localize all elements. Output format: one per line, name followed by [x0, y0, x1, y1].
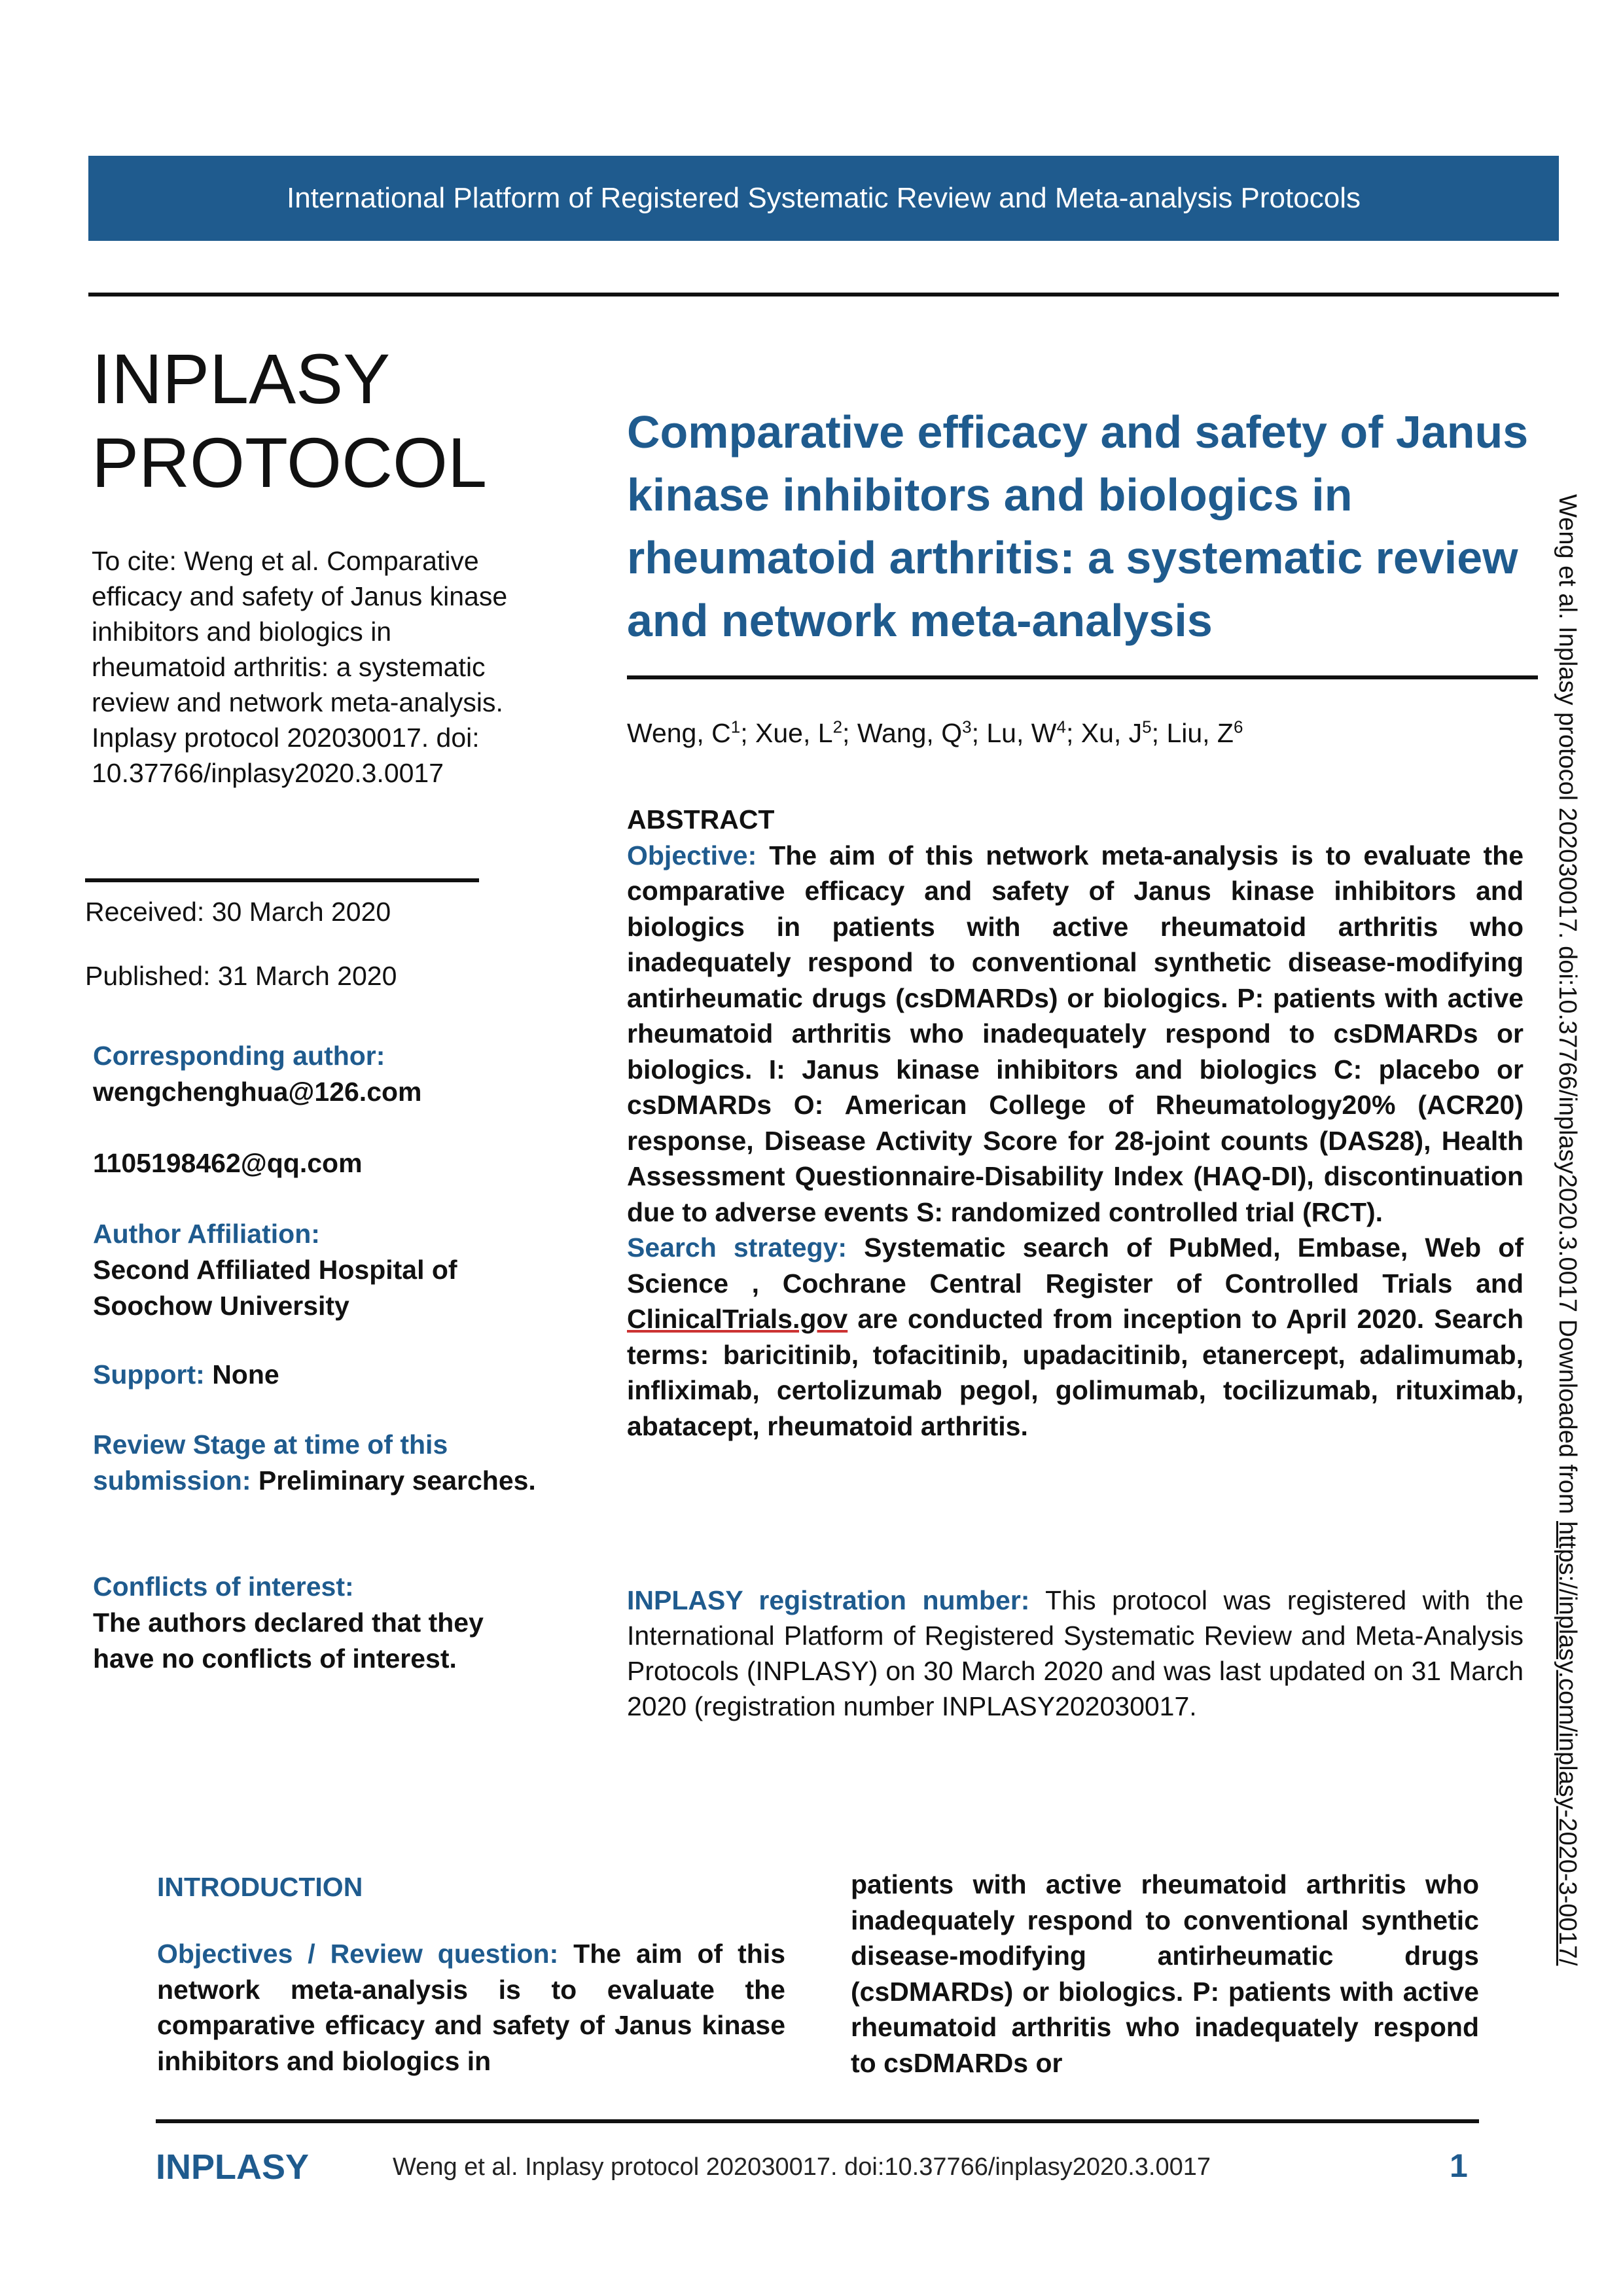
search-strategy-text-1: Systematic search of PubMed, Embase, Web of Science , Cochrane Central Register of Controlled Trials and — [627, 1232, 1524, 1299]
author-name: Weng, C — [627, 718, 731, 748]
protocol-heading-line1: INPLASY — [92, 339, 391, 418]
title-divider — [627, 675, 1538, 679]
objective-label: Objective: — [627, 840, 757, 870]
corresponding-email-2[interactable]: 1105198462@qq.com — [93, 1148, 363, 1178]
published-date: Published: 31 March 2020 — [85, 961, 397, 991]
platform-banner — [88, 156, 1559, 241]
conflicts-block — [93, 1569, 551, 1677]
author-affiliation-mark: 2 — [832, 717, 843, 737]
author-affiliation-mark: 3 — [962, 717, 972, 737]
support-label: Support: — [93, 1359, 205, 1390]
author-affiliation-mark: 5 — [1142, 717, 1152, 737]
author-name: Wang, Q — [857, 718, 963, 748]
registration-label: INPLASY registration number: — [627, 1585, 1030, 1615]
author-name: Liu, Z — [1166, 718, 1234, 748]
author-list: Weng, $C^1$; Xue, $L^2$; Wang, $Q^3$; Lu, $W^4$; Xu, $J^5$; Liu, $Z^6$ — [627, 717, 1243, 748]
author-name: Lu, W — [986, 718, 1057, 748]
citation-text: To cite: Weng et al. Comparative efficacy and safety of Janus kinase inhibitors and biologics in rheumatoid arthritis: a systematic review and network meta-analysis. Inplasy protocol 202030017. doi: 10.37766/inplasy2020.3.0017 — [92, 546, 508, 788]
introduction-heading: INTRODUCTION — [157, 1872, 363, 1902]
registration-text: This protocol was registered with the International Platform of Registered Systematic Review and Meta-Analysis Protocols (INPLASY) on 30 March 2020 and was last updated on 31 March 2020 (registration number INPLASY202030017. — [627, 1585, 1524, 1721]
objective-text: The aim of this network meta-analysis is to evaluate the comparative efficacy and safety of Janus kinase inhibitors and biologics in patients with active rheumatoid arthritis who inadequately respond to conventional synthetic disease-modifying antirheumatic drugs (csDMARDs) or biologics. P: patients with active rheumatoid arthritis who inadequately respond to csDMARDs or biologics. I: Janus kinase inhibitors and biologics C: placebo or csDMARDs O: American College of Rheumatology20% (ACR20) response, Disease Activity Score for 28-joint counts (DAS28), Health Assessment Questionnaire-Disability Index (HAQ-DI), discontinuation due to adverse events S: randomized controlled trial (RCT). — [627, 840, 1524, 1227]
affiliation-text: Second Affiliated Hospital of Soochow University — [93, 1255, 457, 1321]
review-stage-value: Preliminary searches. — [251, 1465, 536, 1496]
author-name: Xu, J — [1080, 718, 1143, 748]
objectives-label: Objectives / Review question: — [157, 1939, 559, 1969]
footer-citation: Weng et al. Inplasy protocol 202030017. doi:10.37766/inplasy2020.3.0017 — [393, 2153, 1211, 2181]
author-name: Xue, L — [755, 718, 833, 748]
footer-divider — [156, 2119, 1479, 2123]
search-strategy-text-2: are conducted from inception to April 2020. Search terms: baricitinib, tofacitinib, upadacitinib, etanercept, adalimumab, infliximab, certolizumab pegol, golimumab, tocilizumab, rituximab, abatacept, rheumatoid arthritis. — [627, 1304, 1524, 1441]
support-value: None — [204, 1359, 279, 1390]
search-strategy-label: Search strategy: — [627, 1232, 847, 1263]
affiliation-label: Author Affiliation: — [93, 1219, 320, 1249]
abstract-objective — [627, 838, 1524, 1230]
author-affiliation-mark: 4 — [1056, 717, 1066, 737]
registration-paragraph — [627, 1583, 1524, 1724]
article-title: Comparative efficacy and safety of Janus kinase inhibitors and biologics in rheumatoid arthritis: a systematic review and network meta-analysis — [627, 406, 1529, 646]
abstract-section — [627, 802, 1524, 1444]
sidebar-divider — [85, 878, 479, 882]
corresponding-email-1[interactable]: wengchenghua@126.com — [93, 1077, 422, 1107]
affiliation-block — [93, 1216, 538, 1324]
author-affiliation-mark: 1 — [730, 717, 741, 737]
review-stage-block — [93, 1427, 538, 1499]
conflicts-label: Conflicts of interest: — [93, 1571, 354, 1602]
top-divider — [88, 293, 1559, 296]
banner-text: International Platform of Registered Systematic Review and Meta-analysis Protocols — [287, 182, 1361, 214]
review-stage-label: Review Stage at time of this submission: — [93, 1429, 448, 1496]
side-note-text: Weng et al. Inplasy protocol 202030017. doi:10.37766/inplasy2020.3.0017 Downloaded from — [1554, 494, 1581, 1521]
abstract-heading: ABSTRACT — [627, 804, 775, 834]
introduction-left-text: The aim of this network meta-analysis is to evaluate the comparative efficacy and safety of Janus kinase inhibitors and biologics in — [157, 1939, 785, 2076]
download-side-note — [1554, 494, 1580, 1965]
received-date: Received: 30 March 2020 — [85, 897, 391, 927]
support-block — [93, 1357, 538, 1393]
inplasy-link[interactable]: https://inplasy.com/inplasy-2020-3-0017/ — [1554, 1520, 1581, 1966]
introduction-right-column: patients with active rheumatoid arthritis who inadequately respond to conventional synthetic disease-modifying antirheumatic drugs (csDMARDs) or biologics. P: patients with active rheumatoid arthritis who inadequately respond to csDMARDs or — [851, 1869, 1479, 2078]
page-number: 1 — [1450, 2147, 1468, 2184]
protocol-heading — [92, 337, 487, 505]
author-affiliation-mark: 6 — [1233, 717, 1243, 737]
footer-brand: INPLASY — [156, 2147, 310, 2187]
corresponding-author-block — [93, 1038, 538, 1181]
protocol-heading-line2: PROTOCOL — [92, 423, 488, 502]
abstract-search-strategy — [627, 1230, 1524, 1444]
corresponding-author-label: Corresponding author: — [93, 1041, 385, 1071]
introduction-left-column — [157, 1936, 785, 2079]
conflicts-text: The authors declared that they have no conflicts of interest. — [93, 1607, 484, 1674]
clinicaltrials-link[interactable]: ClinicalTrials.gov — [627, 1304, 848, 1334]
